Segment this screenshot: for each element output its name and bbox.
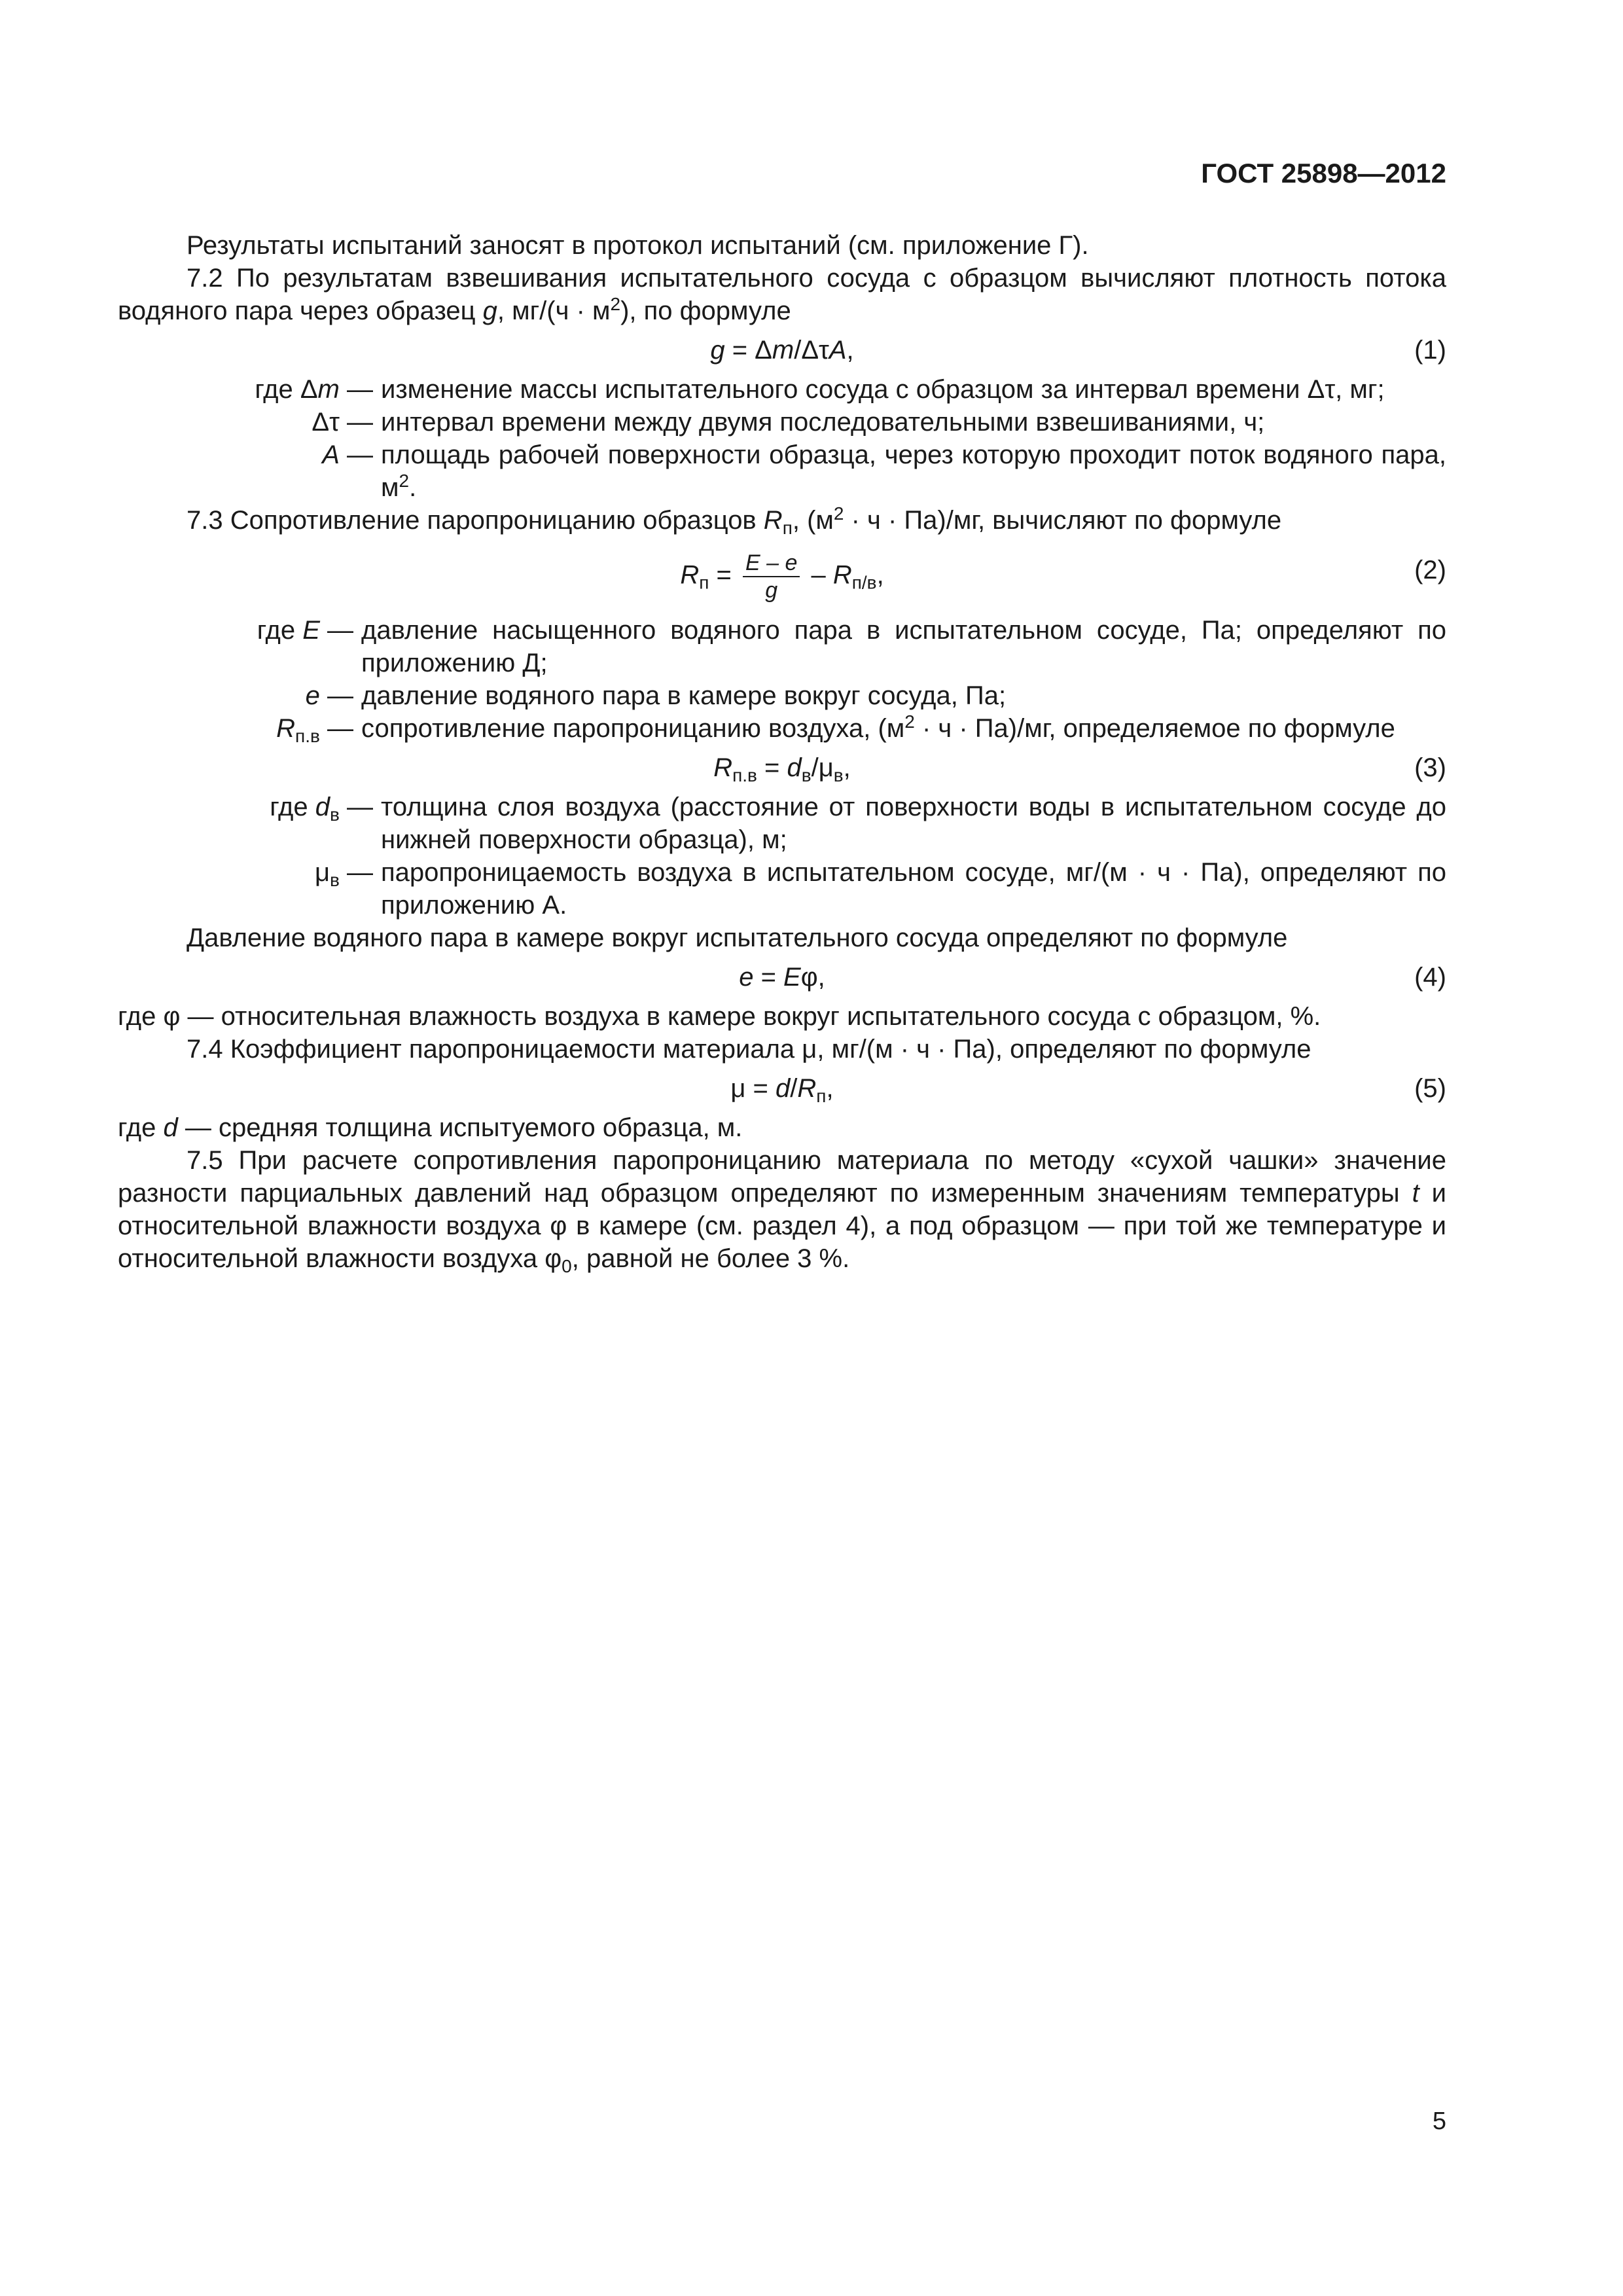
where-item: $\mu_в$ — паропроницаемость воздуха в испытательном сосуде, мг/(м · ч · Па), определяют по приложению А. bbox=[314, 858, 1446, 920]
formula-4: e = Eφ, (4) bbox=[118, 954, 1446, 1000]
formula-number: (4) bbox=[1414, 963, 1446, 992]
formula-number: (1) bbox=[1414, 336, 1446, 365]
where-item: Δτ — интервал времени между двумя последовательными взвешиваниями, ч; bbox=[312, 408, 1265, 437]
pressure-paragraph: Давление водяного пара в камере вокруг испытательного сосуда определяют по формуле bbox=[187, 924, 1288, 952]
formula-number: (5) bbox=[1414, 1074, 1446, 1103]
formula-3: $R_{п.в} = d_в/\mu_в$, (3) bbox=[118, 745, 1446, 791]
formula-number: (2) bbox=[1414, 556, 1446, 584]
results-paragraph: Результаты испытаний заносят в протокол испытаний (см. приложение Г). bbox=[187, 231, 1089, 260]
where-item: где Δm — изменение массы испытательного сосуда с образцом за интервал времени Δτ, мг; bbox=[255, 375, 1385, 404]
formula-number: (3) bbox=[1414, 753, 1446, 782]
page-number: 5 bbox=[1432, 2108, 1446, 2135]
where-item: где φ — относительная влажность воздуха в камере вокруг испытательного сосуда с образцом, %. bbox=[118, 1002, 1321, 1031]
paragraph-7-5: 7.5 При расчете сопротивления паропроницанию материала по методу «сухой чашки» значение разности парциальных давлений над образцом определяют по измеренным значениям температуры t и относительной влажности воздуха φ в камере (см. раздел 4), а под образцом — при той же температуре и относительной влажности воздуха $\varphi_0$, равной не более 3 %. bbox=[118, 1146, 1446, 1276]
formula-2: $R_п$ = $\frac{E - e}{g}$ – $R_{п/в}$, (2) bbox=[680, 550, 1446, 603]
fraction: $\frac{E - e}{g}$ bbox=[743, 550, 800, 603]
paragraph-7-4: 7.4 Коэффициент паропроницаемости материала μ, мг/(м · ч · Па), определяют по формуле bbox=[187, 1035, 1311, 1064]
where-item: где d — средняя толщина испытуемого образца, м. bbox=[118, 1113, 743, 1142]
formula-5: $\mu = d/R_п$, (5) bbox=[118, 1066, 1446, 1111]
document-body bbox=[118, 229, 1446, 1275]
where-item: $R_{п.в}$ — сопротивление паропроницанию воздуха, $(м^2 \cdot ч \cdot Па)/мг$, определяемое по формуле bbox=[276, 711, 1395, 746]
document-header: ГОСТ 25898—2012 bbox=[1201, 158, 1446, 188]
paragraph-7-3: 7.3 Сопротивление паропроницанию образцов $R_п$, $(м^2 \cdot ч \cdot Па)/мг$, вычисляют по формуле bbox=[187, 503, 1282, 538]
where-item: где E — давление насыщенного водяного пара в испытательном сосуде, Па; определяют по приложению Д; bbox=[257, 616, 1446, 677]
formula-1: g = Δm/ΔτA, (1) bbox=[118, 327, 1446, 373]
paragraph-7-2: 7.2 По результатам взвешивания испытательного сосуда с образцом вычисляют плотность потока водяного пара через образец g, $мг/(ч \cdot м^2)$, по формуле bbox=[118, 264, 1446, 325]
where-item: где $d_в$ — толщина слоя воздуха (расстояние от поверхности воды в испытательном сосуде до нижней поверхности образца), м; bbox=[270, 793, 1446, 854]
where-item: A — площадь рабочей поверхности образца, через которую проходит поток водяного пара, $м^2$. bbox=[322, 440, 1446, 502]
where-item: e — давление водяного пара в камере вокруг сосуда, Па; bbox=[305, 681, 1007, 710]
